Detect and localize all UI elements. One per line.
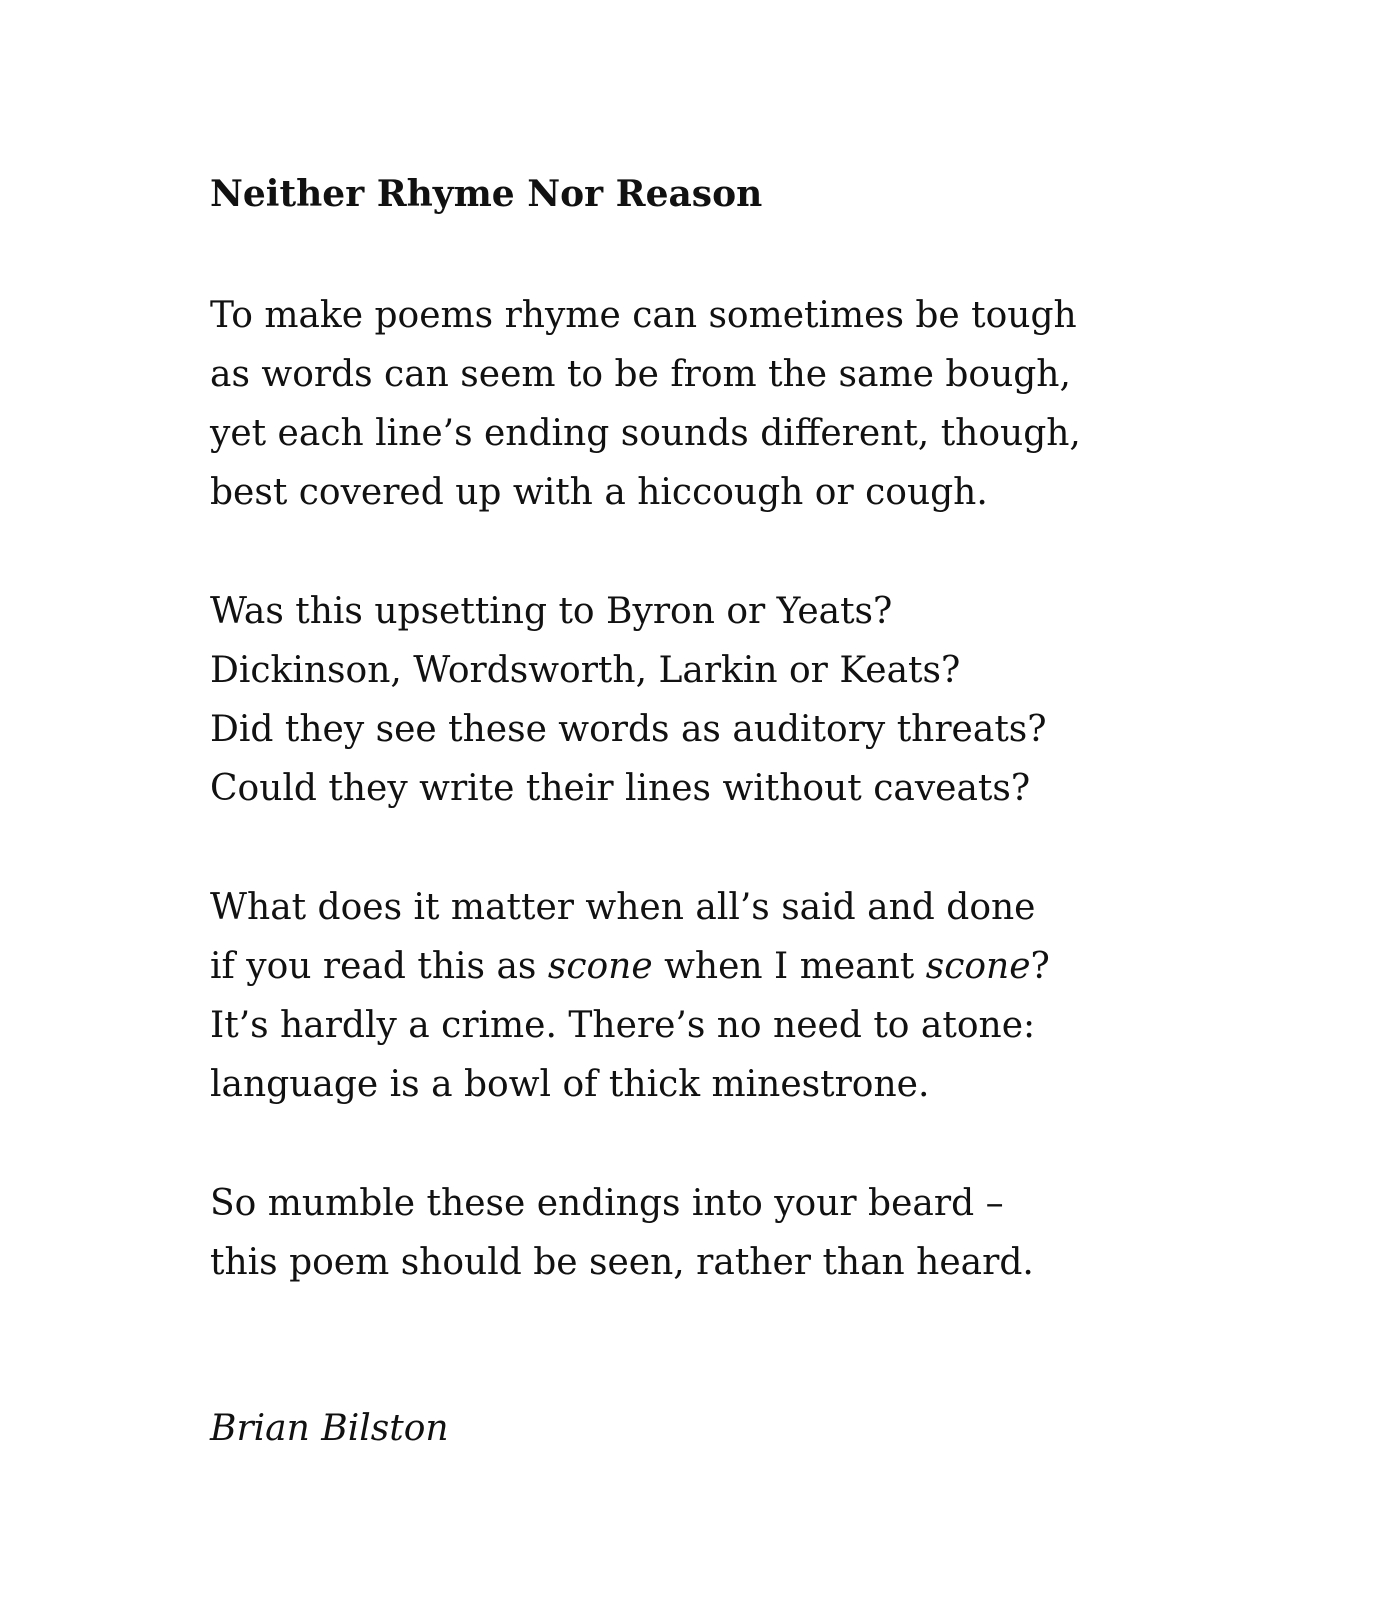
poem-line: So mumble these endings into your beard – — [210, 1183, 1004, 1224]
poem-line: as words can seem to be from the same bough, — [210, 354, 1071, 395]
author-name: Brian Bilston — [210, 1408, 449, 1449]
stanza-2 — [210, 582, 1047, 818]
poem-line: Was this upsetting to Byron or Yeats? — [210, 591, 893, 632]
line-segment: if you read this as — [210, 946, 548, 987]
line-segment-italic: scone — [925, 946, 1031, 987]
poem-line: Could they write their lines without caveats? — [210, 768, 1031, 809]
line-segment: when I meant — [652, 946, 926, 987]
poem-line-mixed-italic — [210, 937, 1050, 996]
poem-line: best covered up with a hiccough or cough. — [210, 472, 988, 513]
poem-line: It’s hardly a crime. There’s no need to atone: — [210, 1005, 1036, 1046]
line-segment-italic: scone — [547, 946, 653, 987]
stanza-1 — [210, 286, 1081, 522]
poem-line: language is a bowl of thick minestrone. — [210, 1064, 930, 1105]
line-segment: ? — [1030, 946, 1050, 987]
poem-line: Dickinson, Wordsworth, Larkin or Keats? — [210, 650, 961, 691]
stanza-4 — [210, 1174, 1034, 1292]
poem-line: this poem should be seen, rather than heard. — [210, 1242, 1034, 1283]
poem-line: To make poems rhyme can sometimes be tough — [210, 295, 1077, 336]
poem-line: Did they see these words as auditory threats? — [210, 709, 1047, 750]
poem-title: Neither Rhyme Nor Reason — [210, 173, 763, 215]
poem-line: What does it matter when all’s said and done — [210, 887, 1036, 928]
poem-line: yet each line’s ending sounds different, though, — [210, 413, 1081, 454]
stanza-3 — [210, 878, 1050, 1114]
